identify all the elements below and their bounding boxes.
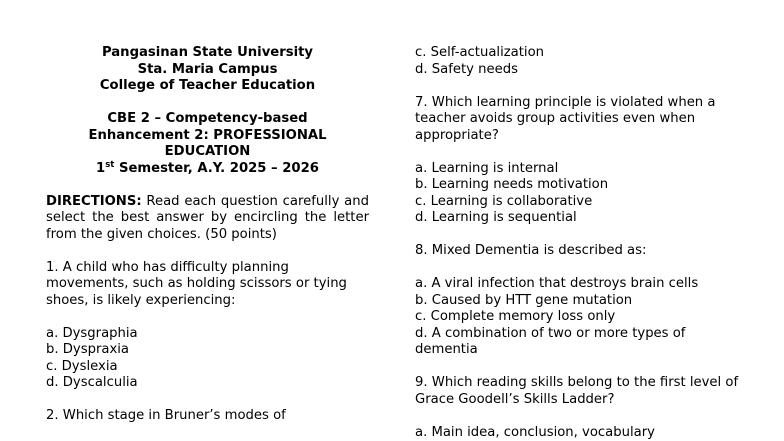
semester-superscript: st — [105, 159, 115, 170]
question-7-choice-d: d. Learning is sequential — [415, 210, 577, 225]
question-8-choice-a: a. A viral infection that destroys brain cells — [415, 276, 699, 291]
directions-paragraph — [46, 194, 369, 244]
question-1-choice-b: b. Dyspraxia — [46, 342, 130, 357]
question-8-choice-c: c. Complete memory loss only — [415, 309, 616, 324]
question-9-stem: 9. Which reading skills belong to the first level of Grace Goodell’s Skills Ladder? — [415, 375, 739, 407]
question-6-choice-c: c. Self-actualization — [415, 45, 544, 60]
semester-text: Semester, A.Y. 2025 – 2026 — [114, 160, 319, 176]
semester-number: 1 — [96, 160, 106, 176]
campus-name: Sta. Maria Campus — [137, 61, 278, 77]
course-line-1: CBE 2 – Competency-based — [107, 111, 308, 126]
directions-label: DIRECTIONS: — [46, 193, 142, 209]
directions-text: Read each question carefully and select the best answer by encircling the letter from the given choices. (50 points) — [46, 193, 369, 242]
course-line-3: EDUCATION — [164, 144, 251, 159]
course-line-2: Enhancement 2: PROFESSIONAL — [88, 127, 327, 143]
right-column — [415, 45, 740, 441]
college-name: College of Teacher Education — [99, 78, 316, 93]
question-2-stem: 2. Which stage in Bruner’s modes of — [46, 408, 286, 423]
question-1-choice-d: d. Dyscalculia — [46, 375, 138, 390]
question-7-choice-c: c. Learning is collaborative — [415, 193, 593, 209]
question-7-choice-b: b. Learning needs motivation — [415, 177, 609, 192]
question-1-stem: 1. A child who has difficulty planning movements, such as holding scissors or tying shoes, is likely experiencing: — [46, 259, 347, 308]
question-9-choice-a: a. Main idea, conclusion, vocabulary — [415, 424, 655, 440]
question-1-choice-a: a. Dysgraphia — [46, 325, 138, 341]
course-title-block — [46, 111, 369, 177]
university-name: Pangasinan State University — [101, 45, 314, 60]
left-column — [46, 45, 369, 425]
question-8-choice-d: d. A combination of two or more types of dementia — [415, 325, 686, 357]
question-1-choice-c: c. Dyslexia — [46, 358, 118, 374]
question-7-stem: 7. Which learning principle is violated when a teacher avoids group activities even when appropriate? — [415, 94, 716, 143]
header-block — [46, 45, 369, 95]
question-8-stem: 8. Mixed Dementia is described as: — [415, 243, 647, 258]
question-7-choice-a: a. Learning is internal — [415, 160, 559, 176]
question-6-choice-d: d. Safety needs — [415, 61, 518, 77]
semester-line — [46, 161, 369, 178]
question-8-choice-b: b. Caused by HTT gene mutation — [415, 292, 633, 308]
